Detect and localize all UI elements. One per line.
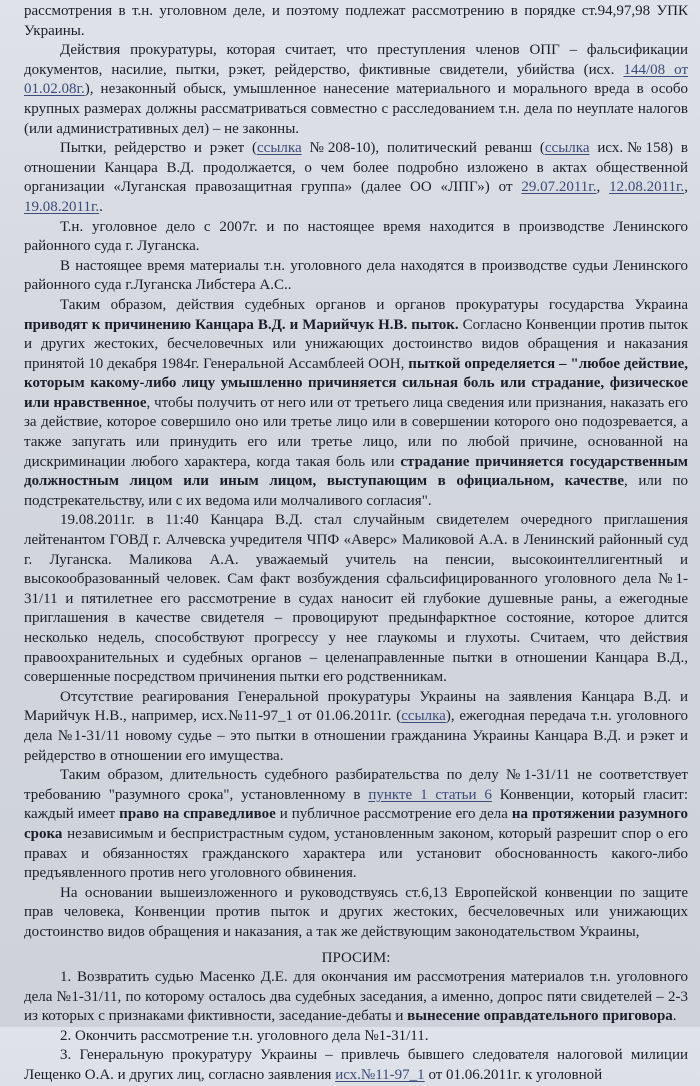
text-span: , (596, 179, 610, 196)
text-span: Таким образом, длительность судебного разбирательства по делу №1-31/11 не соответствует требованию "разумного срока", установленному в (24, 767, 688, 803)
request-item-3 (24, 1046, 688, 1085)
paragraph-no-response (24, 688, 688, 766)
reference-link[interactable]: ссылка (544, 140, 590, 157)
text-span: . (99, 198, 103, 215)
text-span: Действия прокуратуры, которая считает, что преступления членов ОПГ – фальсификации документов, насилие, пытки, рэкет, рейдерство, фиктивные свидетели, убийства (исх. (24, 42, 688, 78)
paragraph-legal-basis: На основании вышеизложенного и руководствуясь ст.6,13 Европейской конвенции по защите прав человека, Конвенции против пыток и других жестоких, бесчеловечных или унижающих достоинство видов обращения и наказания, а так же действующим законодательством Украины, (24, 884, 688, 940)
bold-text: вынесение оправдательного приговора (407, 1008, 673, 1025)
paragraph-witness-event: 19.08.2011г. в 11:40 Канцара В.Д. стал случайным свидетелем очередного приглашения лейтенантом ГОВД г. Алчевска учредителя ЧПФ «Аверс» Маликовой А.А. в Ленинский районный суд г. Луганска. Маликова А.А. уважаемый учитель на пенсии, высокоинтеллигентный и высокообразованный человек. Сам факт возбуждения сфальсифицированного уголовного дела №1-31/11 и пятилетнее его рассмотрение в судах наносит ей глубокие душевные раны, а ежегодные приглашения в качестве свидетеля – провоцируют предынфарктное состояние, которое длится несколько недель, способствуют прогрессу у нее глаукомы и глухоты. Считаем, что действия правоохранительных и судебных органов – целенаправленные пытки в отношении Канцара В.Д., совершенные посредством причинения пытки его родственникам. (24, 512, 688, 686)
bold-text: приводят к причинению Канцара В.Д. и Марийчук Н.В. пыток. (24, 316, 459, 333)
document-link[interactable]: исх.№11-97_1 (335, 1067, 425, 1084)
text-span: от 01.06.2011г. к уголовной (424, 1067, 603, 1084)
act-date-link[interactable]: 19.08.2011г. (24, 198, 100, 215)
text-span: Согласно Конвенции против пыток и других жестоких, бесчеловечных или унижающих достоинство видов обращения и наказания принятой 10 декабря 1984г. Генеральной Ассамблеей ООН, (24, 316, 689, 372)
reference-link[interactable]: ссылка (257, 140, 302, 157)
text-span: №208-10), политический реванш ( (301, 140, 545, 157)
text-span: Конвенции, который гласит: каждый имеет (24, 786, 689, 823)
text-span: Отсутствие реагирования Генеральной прокуратуры Украины на заявления Канцара В.Д. и Марийчук Н.В., например, исх.№11-97_1 от 01.06.2011г. ( (24, 688, 688, 725)
text-span: независимым и беспристрастным судом, установленным законом, который разрешит спор о его правах и обязанностях гражданского характера или установит обоснованность какого-либо предъявленного против него уголовного обвинения. (24, 825, 688, 882)
text-span: . (672, 1008, 677, 1025)
paragraph-current-judge: В настоящее время материалы т.н. уголовного дела находятся в производстве судьи Ленинского районного суда г.Луганска Либстера А.С.. (24, 257, 688, 294)
paragraph-torture-definition (24, 296, 688, 512)
text-span: 1. Возвратить судью Масенко Д.Е. для окончания им рассмотрения материалов т.н. уголовного дела №1-31/11, по которому осталось два судебных заседания, а именно, допрос пяти свидетелей – 2-3 из которых с признаками фиктивности, заседание-дебаты и (24, 969, 688, 1025)
text-span: исх.№158) в отношении Канцара В.Д. продолжается, о чем более подробно изложено в актах общественной организации «Луганская правозащитная группа» (далее ОО «ЛПГ») от (24, 140, 688, 196)
text-span: Таким образом, действия судебных органов и органов прокуратуры государства Украина (60, 296, 688, 313)
text-span: , или по подстрекательству, или с их ведома или молчаливого согласия". (24, 473, 688, 509)
document-link[interactable]: 144/08 от 01.02.08г. (24, 61, 688, 98)
request-heading: ПРОСИМ: (321, 949, 391, 966)
text-span: Пытки, рейдерство и рэкет ( (60, 140, 258, 157)
paragraph-prosecution-actions (24, 41, 688, 139)
bold-text: на протяжении разумного срока (24, 806, 688, 842)
paragraph-torture-racket (24, 139, 688, 217)
text-span: , (684, 179, 688, 196)
bold-text: страдание причиняется государственным должностным лицом или иным лицом, выступающим в официальном, качестве (24, 453, 688, 490)
convention-article-link[interactable]: пункте 1 статьи 6 (368, 786, 492, 803)
text-span: , чтобы получить от него или от третьего лица сведения или признания, наказать его за действие, которое совершило оно или третье лицо или в совершении которого оно подозревается, а также запугать или принудить его или третье лицо, или по любой причине, основанной на дискриминации любого характера, когда такая боль или (24, 394, 688, 470)
text-span: и публичное рассмотрение его дела (275, 806, 512, 823)
bold-text: право на справедливое (119, 806, 276, 823)
text-span: 3. Генеральную прокуратуру Украины – привлечь бывшего следователя налоговой милиции Лещенко О.А. и других лиц, согласно заявления (24, 1047, 688, 1084)
act-date-link[interactable]: 29.07.2011г. (521, 179, 597, 196)
paragraph-case-since-2007: Т.н. уголовное дело с 2007г. и по настоящее время находится в производстве Ленинского районного суда г. Луганска. (24, 218, 688, 255)
paragraph-continuation: рассмотрения в т.н. уголовном деле, и поэтому подлежат рассмотрению в порядке ст.94,97,98 УПК Украины. (24, 3, 688, 39)
reference-link[interactable]: ссылка (401, 708, 446, 725)
text-span: ), незаконный обыск, умышленное нанесение материального и морального вреда в особо крупных размерах должны рассматриваться совместно с расследованием т.н. дела по неуплате налогов (или административных дел) – не законны. (24, 81, 688, 137)
paragraph-reasonable-time (24, 766, 688, 884)
bold-text: пыткой определяется – "любое действие, которым какому-либо лицу умышленно причиняется сильная боль или страдание, физическое или нравственное (24, 355, 688, 411)
request-item-2: 2. Окончить рассмотрение т.н. уголовного дела №1-31/11. (60, 1027, 429, 1044)
request-item-1 (24, 968, 688, 1027)
text-span: ), ежегодная передача т.н. уголовного дела №1-31/11 новому судье – это пытки в отношении гражданина Украины Канцара В.Д. и рэкет и рейдерство в отношении его имущества. (24, 708, 688, 764)
act-date-link[interactable]: 12.08.2011г. (609, 179, 685, 196)
